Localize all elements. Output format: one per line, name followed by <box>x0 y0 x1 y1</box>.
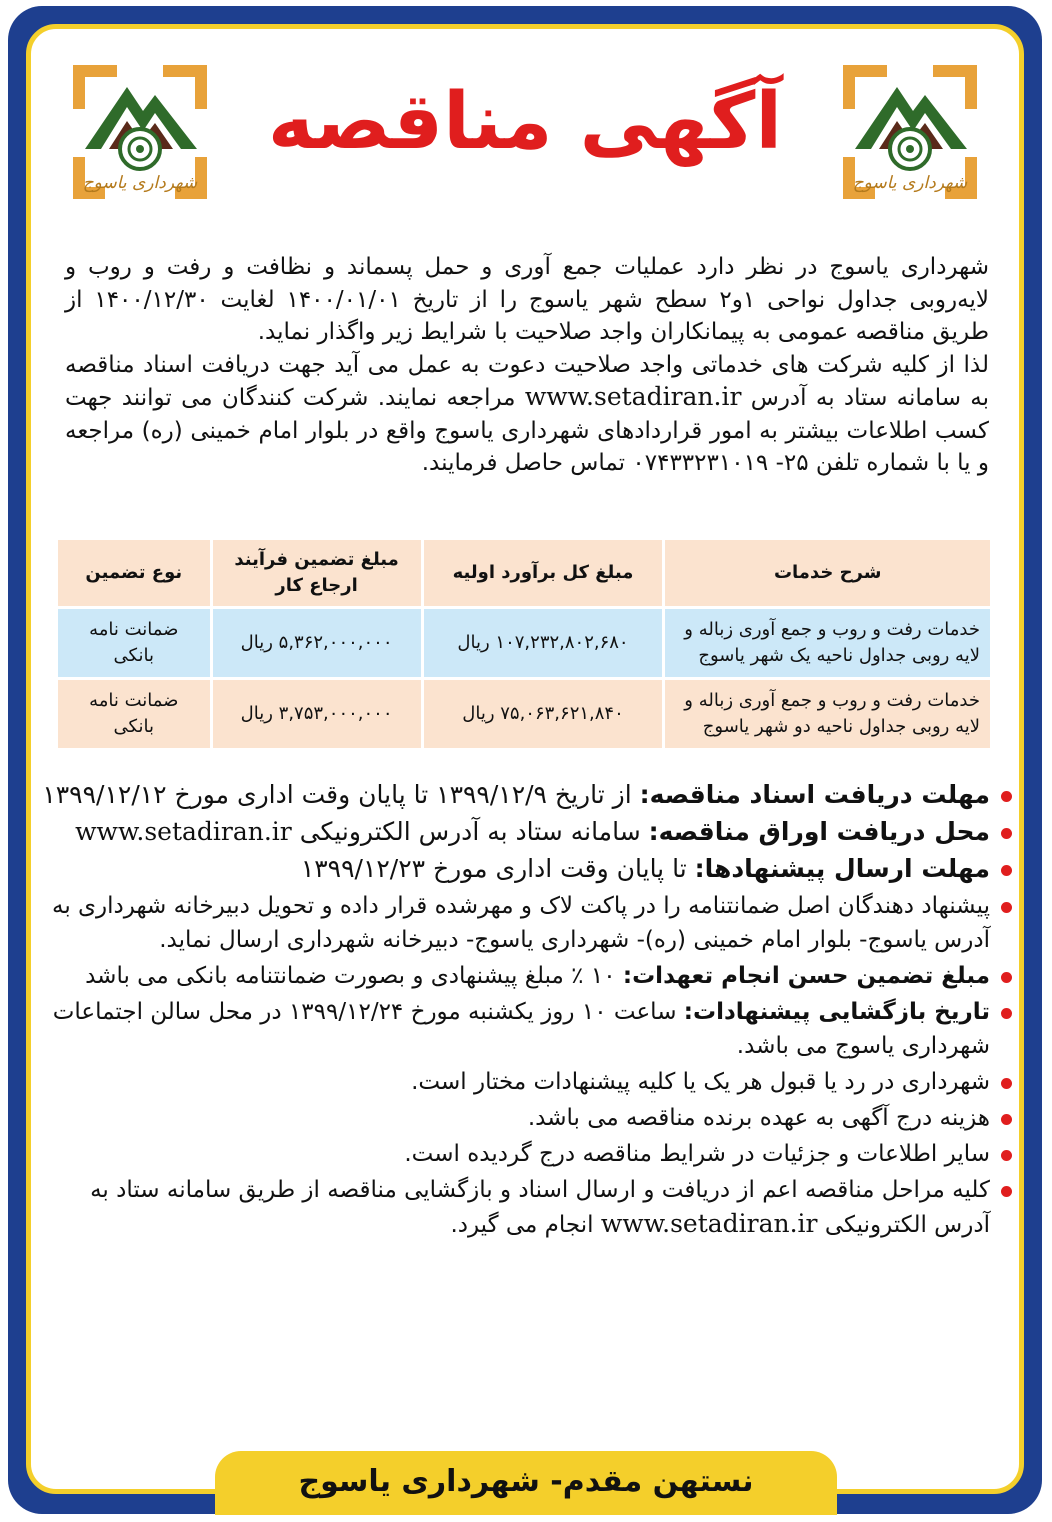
item-label: تاریخ بازگشایی پیشنهادات: <box>683 999 990 1025</box>
item-text-end: انجام می گیرد. <box>450 1212 594 1238</box>
item-label: مهلت ارسال پیشنهادها: <box>694 854 990 883</box>
item-text: از تاریخ ۱۳۹۹/۱۲/۹ تا پایان وقت اداری مورخ ۱۳۹۹/۱۲/۱۲ <box>42 780 632 809</box>
guarantee-amount: ۳,۷۵۳,۰۰۰,۰۰۰ ریال <box>213 680 421 748</box>
service-description: خدمات رفت و روب و جمع آوری زباله و لایه روبی جداول ناحیه دو شهر یاسوج <box>665 680 990 748</box>
header-initial-estimate: مبلغ کل برآورد اولیه <box>424 540 663 606</box>
item-text: ۱۰ ٪ مبلغ پیشنهادی و بصورت ضمانتنامه بانکی می باشد <box>85 963 616 989</box>
table-header-row <box>58 540 990 606</box>
logo-caption: شهرداری یاسوج <box>82 173 198 193</box>
list-item <box>34 776 1014 813</box>
header-guarantee-amount: مبلغ تضمین فرآیند ارجاع کار <box>213 540 421 606</box>
list-item <box>34 1065 1014 1099</box>
list-item <box>34 813 1014 850</box>
item-text: سامانه ستاد به آدرس الکترونیکی <box>299 817 641 846</box>
list-item <box>34 995 1014 1063</box>
table-row <box>58 680 990 748</box>
header-guarantee-type: نوع تضمین <box>58 540 210 606</box>
list-item <box>34 850 1014 887</box>
intro-paragraph-2-end: مراجعه نمایند. شرکت کنندگان می توانند جهت کسب اطلاعات بیشتر به امور قراردادهای شهرداری یاسوج واقع در بلوار امام خمینی (ره) مراجعه و یا با شماره تلفن ۲۵- ۰۷۴۳۳۲۳۱۰۱۹ تماس حاصل فرمایند. <box>65 385 989 476</box>
item-text: تا پایان وقت اداری مورخ ۱۳۹۹/۱۲/۲۳ <box>300 854 687 883</box>
table-row <box>58 609 990 677</box>
list-item <box>34 1137 1014 1171</box>
intro-text <box>65 251 989 480</box>
list-item <box>34 959 1014 993</box>
conditions-list <box>34 776 1014 1242</box>
setadiran-link[interactable]: www.setadiran.ir <box>600 1209 818 1238</box>
item-text: شهرداری در رد یا قبول هر یک یا کلیه پیشنهادات مختار است. <box>411 1069 990 1095</box>
guarantee-type: ضمانت نامه بانکی <box>58 609 210 677</box>
setadiran-link[interactable]: www.setadiran.ir <box>524 382 742 411</box>
footer-signature: نستهن مقدم- شهرداری یاسوج <box>215 1451 837 1515</box>
guarantee-type: ضمانت نامه بانکی <box>58 680 210 748</box>
services-table <box>55 537 993 751</box>
intro-paragraph-2 <box>65 349 989 480</box>
item-label: مبلغ تضمین حسن انجام تعهدات: <box>622 963 990 989</box>
intro-paragraph-1: شهرداری یاسوج در نظر دارد عملیات جمع آوری و حمل پسماند و نظافت و رفت و روب و لایه‌روبی جداول نواحی ۱و۲ سطح شهر یاسوج را از تاریخ ۱۴۰۰/۰۱/۰۱ لغایت ۱۴۰۰/۱۲/۳۰ از طریق مناقصه عمومی به پیمانکاران واجد صلاحیت با شرایط زیر واگذار نماید. <box>65 254 989 345</box>
municipality-logo-right <box>835 57 985 207</box>
item-text: کلیه مراحل مناقصه اعم از دریافت و ارسال اسناد و بازگشایی مناقصه از طریق سامانه ستاد به آدرس الکترونیکی <box>90 1177 990 1238</box>
notice-sheet <box>26 24 1024 1494</box>
intro-paragraph-2-start: لذا از کلیه شرکت های خدماتی واجد صلاحیت دعوت به عمل می آید جهت دریافت اسناد مناقصه به سامانه ستاد به آدرس <box>65 351 990 411</box>
notice-title: آگهی مناقصه <box>267 77 783 167</box>
item-text: هزینه درج آگهی به عهده برنده مناقصه می باشد. <box>527 1105 990 1131</box>
initial-estimate: ۱۰۷,۲۳۲,۸۰۲,۶۸۰ ریال <box>424 609 663 677</box>
list-item <box>34 1101 1014 1135</box>
logo-caption: شهرداری یاسوج <box>852 173 968 193</box>
item-text: سایر اطلاعات و جزئیات در شرایط مناقصه درج گردیده است. <box>404 1141 990 1167</box>
item-label: محل دریافت اوراق مناقصه: <box>648 817 990 846</box>
municipality-logo-left <box>65 57 215 207</box>
list-item <box>34 1173 1014 1242</box>
service-description: خدمات رفت و روب و جمع آوری زباله و لایه روبی جداول ناحیه یک شهر یاسوج <box>665 609 990 677</box>
guarantee-amount: ۵,۳۶۲,۰۰۰,۰۰۰ ریال <box>213 609 421 677</box>
setadiran-link[interactable]: www.setadiran.ir <box>75 817 292 846</box>
item-label: مهلت دریافت اسناد مناقصه: <box>639 780 990 809</box>
item-text: ساعت ۱۰ روز یکشنبه مورخ ۱۳۹۹/۱۲/۲۴ در محل سالن اجتماعات شهرداری یاسوج می باشد. <box>52 999 990 1059</box>
initial-estimate: ۷۵,۰۶۳,۶۲۱,۸۴۰ ریال <box>424 680 663 748</box>
header-service-description: شرح خدمات <box>665 540 990 606</box>
item-text: پیشنهاد دهندگان اصل ضمانتنامه را در پاکت لاک و مهرشده قرار داده و تحویل دبیرخانه شهرداری به آدرس یاسوج- بلوار امام خمینی (ره)- شهرداری یاسوج- دبیرخانه شهرداری ارسال نماید. <box>51 893 990 953</box>
list-item <box>34 889 1014 957</box>
